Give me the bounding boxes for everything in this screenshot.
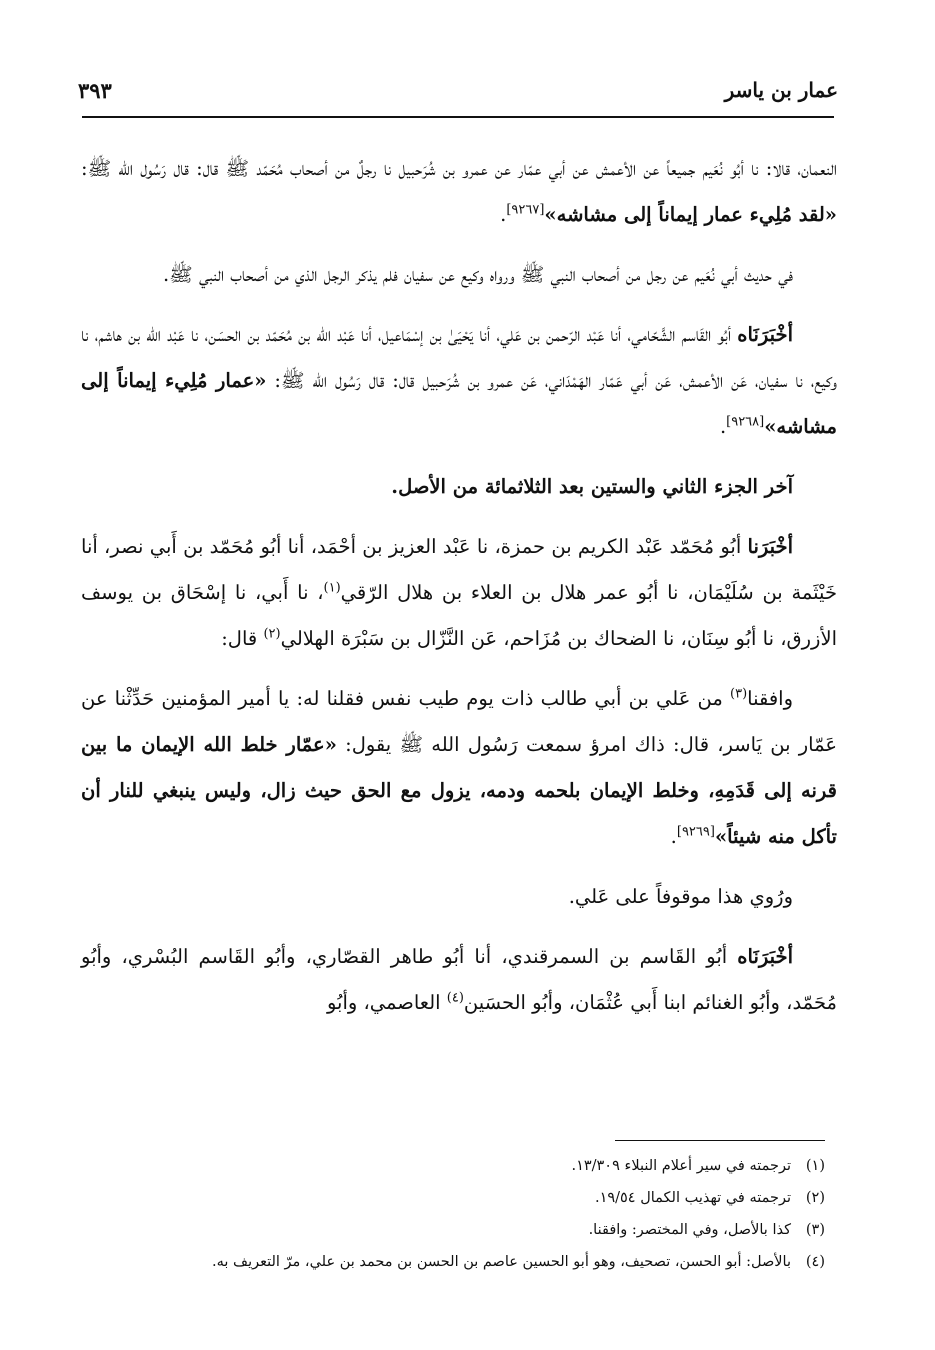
text-run: العاصمي، وأبُو [326,991,447,1014]
text-run: من عَلي بن أبي طالب ذات يوم طيب نفس فقلنا له: يا أمير المؤمنين حَدِّثْنا عن عَمّار بن يَاسر، قال: ذاك امرؤ سمعت رَسُول الله ﷺ يقول: [81,687,838,756]
text-run: ، نا أَبي، نا إسْحَاق بن يوسف الأزرق، نا أبُو سِنَان، نا الضحاك بن مُزَاحم، عَن النَّزّال بن سَبْرَة الهلالي [81,581,837,650]
reference-marker: [٩٢٦٩] [676,824,715,840]
paragraph-hadith-9268 [81,312,837,450]
footnotes [85,1150,825,1278]
footnote [85,1214,825,1246]
footnote-text: بالأصل: أبو الحسن، تصحيف، وهو أبو الحسين عاصم بن الحسن بن محمد بن علي، مرّ التعريف به. [212,1254,791,1270]
chapter-title: عمار بن ياسر [724,78,838,102]
footnote-number: (٣) [805,1222,825,1238]
text-run: في حديث أبي نُعَيم عن رجل من أصحاب النبي ﷺ ورواه وكيع عن سفيان فلم يذكر الرجل الذي من أصحاب النبي ﷺ. [162,263,793,286]
reference-marker: [٩٢٦٨] [726,414,765,430]
paragraph-mawquf [81,874,837,920]
bold-text: أخْبَرَنا [747,535,793,558]
text-run: . [670,825,677,848]
main-text [81,146,837,1026]
paragraph-note [81,252,837,298]
text-run: أبُو مُحَمّد عَبْد الكريم بن حمزة، نا عَبْد العزيز بن أحْمَد، أنا أبُو مُحَمّد بن أَبي نصر، أنا خَيْثَمة بن سُلَيْمَان، نا أبُو عمر هلال بن العلاء بن هلال الرّقي [81,535,837,604]
reference-marker: (٤) [446,990,464,1006]
reference-marker: (٢) [263,626,281,642]
footnote-text: كذا بالأصل، وفي المختصر: وافقنا. [588,1222,791,1238]
text-run: . [500,203,507,226]
paragraph-part-end [81,464,837,510]
running-header [78,78,838,114]
bold-text: آخر الجزء الثاني والستين بعد الثلاثمائة من الأصل. [391,475,793,498]
text-run: وافقنا [747,687,793,710]
footnote [85,1182,825,1214]
reference-marker: (١) [323,580,341,596]
bold-text: «عمّار خلط الله الإيمان ما بين قرنه إلى قَدَمِهِ، وخلط الإيمان بلحمه ودمه، يزول مع الحق حيث زال، وليس ينبغي للنار أن تأكل منه شيئاً» [81,733,837,848]
bold-text: «عمار مُلِيء إيماناً إلى مشاشه» [81,369,837,438]
footnote-text: ترجمته في سير أعلام النبلاء ١٣/٣٠٩. [571,1158,791,1174]
text-run: قال: [221,627,264,650]
footnote [85,1246,825,1278]
footnote-number: (٢) [805,1190,825,1206]
text-run: أبُو القَاسم بن السمرقندي، أنا أبُو طاهر القصّاري، وأبُو القَاسم البُسْري، وأبُو مُحَمّد، وأبُو الغنائم ابنا أَبي عُثْمَان، وأبُو الحسَين [81,945,837,1014]
reference-marker: [٩٢٦٧] [506,202,545,218]
page-number: ٣٩٣ [78,78,112,103]
footnote-number: (٤) [805,1254,825,1270]
paragraph-continuation [81,146,837,238]
text-run: ورُوي هذا موقوفاً على عَلي. [568,885,793,908]
text-run: أبُو القَاسم الشَّحّامي، أنا عَبْد الرّحمن بن عَلي، أنا يَحْيَىٰ بن إسْمَاعيل، أنا عَبْد الله بن مُحَمّد بن الحسَن، نا عَبْد الله بن هاشم، نا وكيع، نا سفيان، عَن الأعمش، عَن أبي عَمّار الهَمْدَاني، عَن عمرو بن شُرَحبيل قال: قال رَسُول الله ﷺ: [81,323,837,392]
text-run: النعمان، قالا: نا أبُو نُعَيم جميعاً عن الأعمش عن أبي عمّار عن عمرو بن شُرَحبيل نا رجلٌ من أصحاب مُحَمّد ﷺ قال: قال رَسُول الله ﷺ: [81,157,837,180]
bold-text: أخْبَرَنَاه [737,323,793,346]
footnote-number: (١) [805,1158,825,1174]
bold-text: «لقد مُلِيء عمار إيماناً إلى مشاشه» [544,203,837,226]
footnote-divider [615,1140,825,1141]
bold-text: أخْبَرَنَاه [737,945,793,968]
text-run: . [719,415,727,438]
reference-marker: (٣) [730,686,748,702]
header-divider [82,116,834,118]
footnote [85,1150,825,1182]
paragraph-isnad [81,524,837,662]
paragraph-isnad-continued [81,934,837,1026]
footnote-text: ترجمته في تهذيب الكمال ١٩/٥٤. [594,1190,791,1206]
paragraph-hadith-9269 [81,676,837,860]
